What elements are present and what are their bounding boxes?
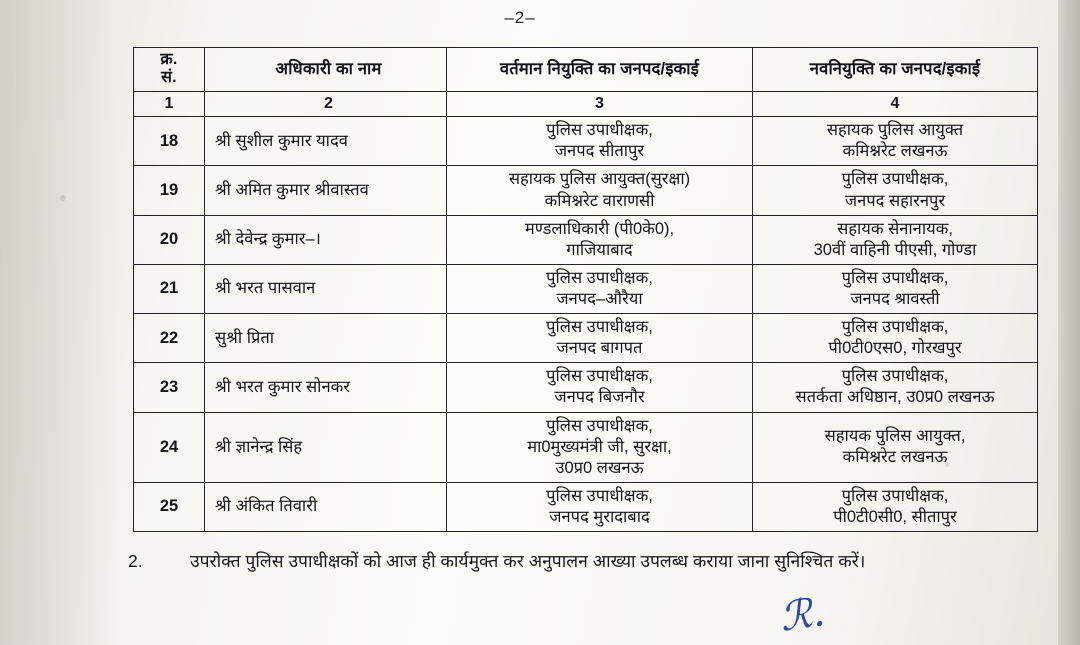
table-row — [134, 412, 1038, 482]
table-row — [134, 482, 1038, 531]
new-line: 30वीं वाहिनी पीएसी, गोण्डा — [813, 240, 977, 259]
current-line: जनपद बागपत — [556, 339, 643, 358]
page-left-shadow — [0, 0, 120, 645]
cell-officer-name: श्री देवेन्द्र कुमार–। — [205, 215, 447, 264]
cell-officer-name: श्री भरत कुमार सोनकर — [205, 363, 447, 412]
table-row — [134, 363, 1038, 412]
transfer-order-table — [133, 47, 1038, 532]
table-row — [134, 314, 1038, 363]
closing-paragraph — [128, 548, 1008, 575]
current-line: पुलिस उपाधीक्षक, — [546, 121, 653, 140]
new-line: पी0टी0सी0, सीतापुर — [833, 508, 957, 526]
new-line: सहायक पुलिस आयुक्त — [826, 121, 964, 140]
cell-officer-name: श्री सुशील कुमार यादव — [205, 117, 447, 166]
current-line: जनपद–औरैया — [556, 290, 643, 309]
new-line: सहायक पुलिस आयुक्त, — [824, 427, 966, 446]
header-serial-number — [134, 48, 205, 92]
cell-current-posting — [447, 363, 753, 412]
header-officer-name: अधिकारी का नाम — [205, 48, 447, 92]
cell-current-posting — [447, 482, 753, 531]
table-row — [134, 166, 1038, 215]
cell-officer-name: श्री अमित कुमार श्रीवास्तव — [205, 166, 447, 215]
cell-new-posting — [753, 412, 1038, 482]
current-line: मा0मुख्यमंत्री जी, सुरक्षा, — [527, 437, 672, 456]
cell-new-posting — [753, 363, 1038, 412]
new-line: जनपद सहारनपुर — [844, 191, 946, 210]
new-line: कमिश्नरेट लखनऊ — [842, 142, 948, 161]
header-new-posting: नवनियुक्ति का जनपद/इकाई — [753, 48, 1038, 92]
cell-current-posting — [447, 264, 753, 313]
cell-serial: 21 — [134, 264, 205, 313]
cell-serial: 18 — [134, 117, 205, 166]
new-line: पी0टी0एस0, गोरखपुर — [828, 339, 962, 358]
new-line: सतर्कता अधिष्ठान, उ0प्र0 लखनऊ — [795, 388, 995, 407]
current-line: सहायक पुलिस आयुक्त(सुरक्षा) — [508, 170, 691, 189]
table-column-number-row — [134, 91, 1038, 116]
cell-new-posting — [753, 482, 1038, 531]
cell-current-posting — [447, 117, 753, 166]
cell-current-posting — [447, 314, 753, 363]
cell-current-posting — [447, 166, 753, 215]
paragraph-marker: 2. — [128, 551, 143, 571]
current-line: जनपद बिजनौर — [554, 388, 645, 407]
page-right-edge — [1058, 0, 1080, 645]
table-row — [134, 215, 1038, 264]
cell-officer-name: श्री अंकित तिवारी — [205, 482, 447, 531]
table-row — [134, 117, 1038, 166]
current-line: गाजियाबाद — [566, 240, 633, 259]
current-line: उ0प्र0 लखनऊ — [555, 458, 644, 477]
signature-mark: ℛ. — [777, 589, 828, 641]
column-number-1: 1 — [134, 91, 205, 116]
current-line: पुलिस उपाधीक्षक, — [546, 367, 653, 386]
current-line: पुलिस उपाधीक्षक, — [546, 318, 653, 337]
cell-serial: 25 — [134, 482, 205, 531]
new-line: पुलिस उपाधीक्षक, — [841, 268, 949, 287]
current-line: मण्डलाधिकारी (पी0के0), — [524, 219, 675, 238]
new-line: जनपद श्रावस्ती — [850, 290, 940, 309]
current-line: कमिश्नरेट वाराणसी — [544, 191, 655, 210]
new-line: कमिश्नरेट लखनऊ — [842, 448, 948, 467]
column-number-3: 3 — [447, 91, 753, 116]
new-line: पुलिस उपाधीक्षक, — [841, 170, 949, 189]
table-head — [134, 48, 1038, 117]
cell-serial: 22 — [134, 314, 205, 363]
cell-new-posting — [753, 117, 1038, 166]
current-line: पुलिस उपाधीक्षक, — [546, 416, 653, 435]
cell-current-posting — [447, 215, 753, 264]
current-line: पुलिस उपाधीक्षक, — [546, 486, 653, 505]
new-line: सहायक सेनानायक, — [837, 219, 953, 238]
new-line: पुलिस उपाधीक्षक, — [841, 486, 949, 505]
cell-current-posting — [447, 412, 753, 482]
cell-serial: 23 — [134, 363, 205, 412]
cell-serial: 24 — [134, 412, 205, 482]
cell-new-posting — [753, 264, 1038, 313]
header-current-posting: वर्तमान नियुक्ति का जनपद/इकाई — [447, 48, 753, 92]
new-line: पुलिस उपाधीक्षक, — [841, 318, 949, 337]
cell-new-posting — [753, 166, 1038, 215]
current-line: जनपद सीतापुर — [554, 142, 645, 161]
cell-new-posting — [753, 215, 1038, 264]
column-number-2: 2 — [205, 91, 447, 116]
cell-serial: 19 — [134, 166, 205, 215]
page-number: –2– — [504, 8, 536, 27]
cell-officer-name: श्री ज्ञानेन्द्र सिंह — [205, 412, 447, 482]
table-header-row — [134, 48, 1038, 92]
new-line: पुलिस उपाधीक्षक, — [841, 367, 949, 386]
header-serial-line1: क्र. — [160, 51, 178, 68]
paragraph-text: उपरोक्त पुलिस उपाधीक्षकों को आज ही कार्यमुक्त कर अनुपालन आख्या उपलब्ध कराया जाना सुनिश्चित करें। — [190, 551, 866, 571]
current-line: जनपद मुरादाबाद — [549, 508, 650, 526]
current-line: पुलिस उपाधीक्षक, — [546, 268, 653, 287]
paper-speck — [60, 195, 66, 201]
header-serial-line2: सं. — [161, 69, 177, 87]
cell-officer-name: सुश्री प्रिता — [205, 314, 447, 363]
table-row — [134, 264, 1038, 313]
cell-serial: 20 — [134, 215, 205, 264]
cell-new-posting — [753, 314, 1038, 363]
cell-officer-name: श्री भरत पासवान — [205, 264, 447, 313]
table-body — [134, 117, 1038, 532]
column-number-4: 4 — [753, 91, 1038, 116]
